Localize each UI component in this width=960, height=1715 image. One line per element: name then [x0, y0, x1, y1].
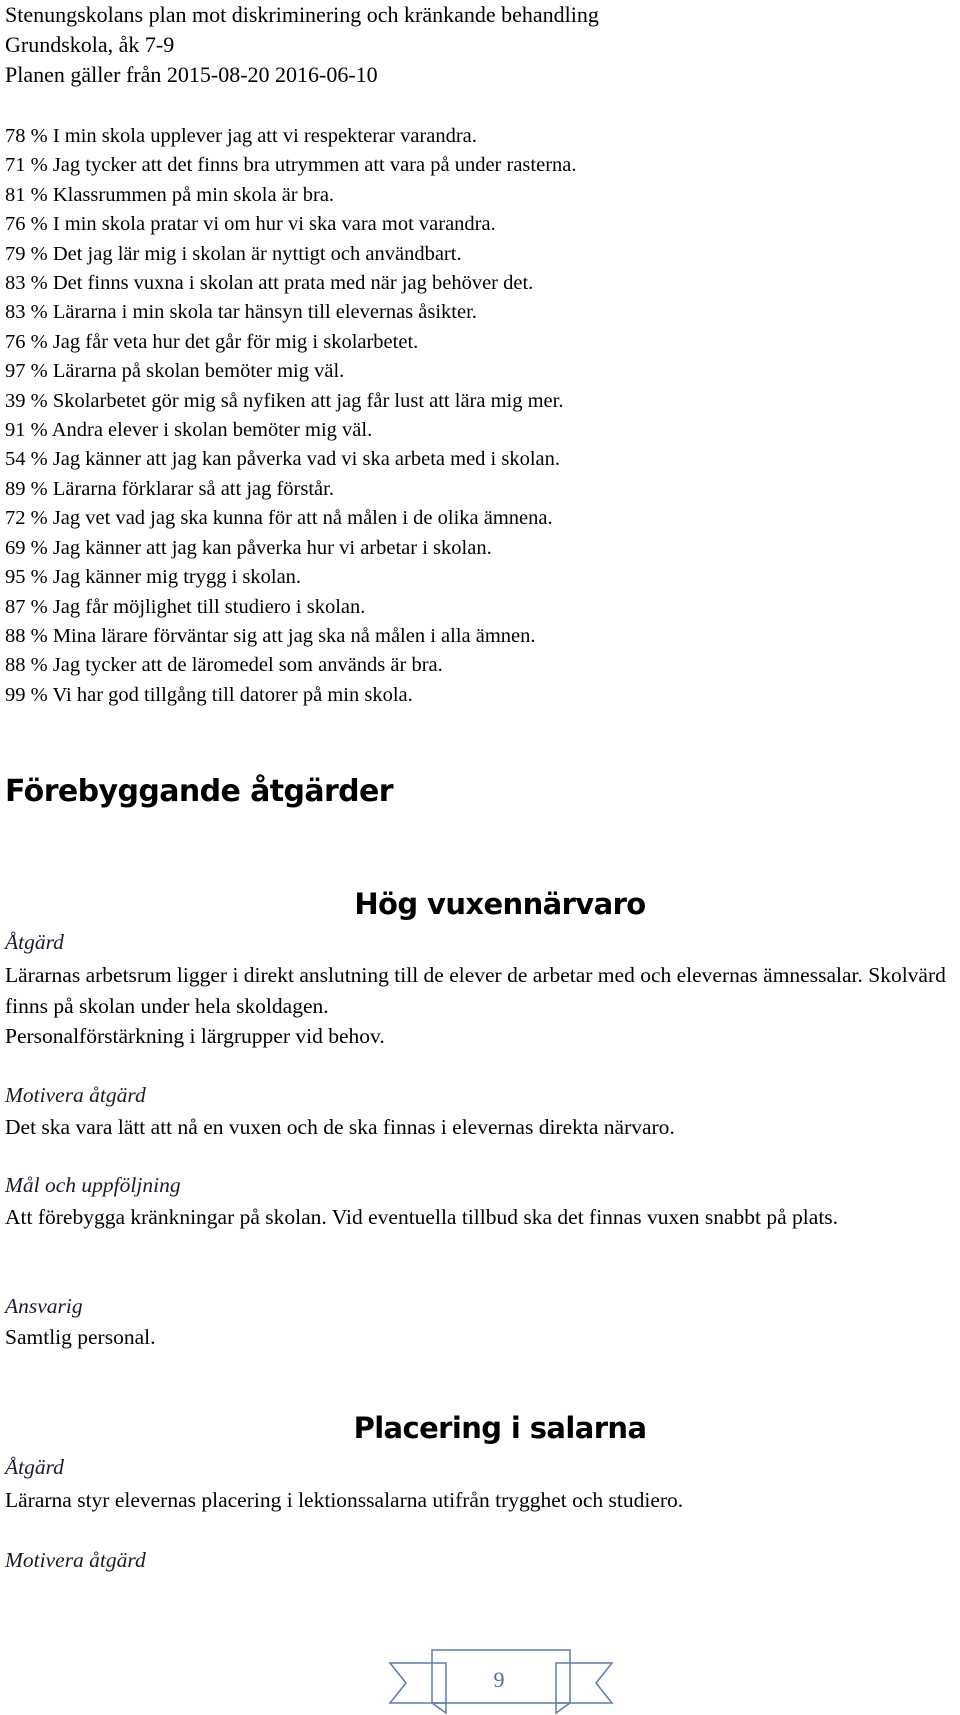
list-item: 69 % Jag känner att jag kan påverka hur vi arbetar i skolan.: [5, 536, 492, 559]
list-item: 95 % Jag känner mig trygg i skolan.: [5, 566, 302, 589]
list-item: 97 % Lärarna på skolan bemöter mig väl.: [5, 360, 345, 383]
responsible-text: Samtlig personal.: [5, 1325, 156, 1349]
header-subtitle: Grundskola, åk 7-9: [5, 32, 175, 57]
list-item: 76 % Jag får veta hur det går för mig i skolarbetet.: [5, 330, 419, 353]
main-heading: Förebyggande åtgärder: [5, 774, 393, 809]
label-action: Åtgärd: [5, 930, 64, 954]
list-item: 79 % Det jag lär mig i skolan är nyttigt och användbart.: [5, 242, 462, 265]
header-title: Stenungskolans plan mot diskriminering och kränkande behandling: [5, 2, 599, 27]
list-item: 54 % Jag känner att jag kan påverka vad vi ska arbeta med i skolan.: [5, 448, 561, 471]
list-item: 81 % Klassrummen på min skola är bra.: [5, 183, 335, 206]
label-responsible: Ansvarig: [5, 1294, 83, 1318]
list-item: 87 % Jag får möjlighet till studiero i skolan.: [5, 595, 366, 618]
list-item: 78 % I min skola upplever jag att vi respekterar varandra.: [5, 125, 477, 147]
section-title-classroom-seating: Placering i salarna: [353, 1411, 647, 1445]
label-motivate: Motivera åtgärd: [5, 1083, 146, 1107]
action-text: Lärarna styr elevernas placering i lektionssalarna utifrån trygghet och studiero.: [5, 1488, 684, 1512]
label-action: Åtgärd: [5, 1455, 64, 1479]
list-item: 83 % Det finns vuxna i skolan att prata med när jag behöver det.: [5, 272, 534, 295]
header-validity: Planen gäller från 2015-08-20 2016-06-10: [5, 62, 378, 87]
action-text-extra: Personalförstärkning i lärgrupper vid behov.: [5, 1024, 385, 1048]
list-item: 83 % Lärarna i min skola tar hänsyn till elevernas åsikter.: [5, 301, 477, 324]
list-item: 76 % I min skola pratar vi om hur vi ska vara mot varandra.: [5, 213, 496, 236]
label-goal: Mål och uppföljning: [5, 1173, 181, 1197]
motivate-text: Det ska vara lätt att nå en vuxen och de ska finnas i elevernas direkta närvaro.: [5, 1115, 675, 1139]
survey-results-list: [5, 122, 577, 710]
list-item: 88 % Jag tycker att de läromedel som används är bra.: [5, 654, 443, 677]
goal-text: Att förebygga kränkningar på skolan. Vid eventuella tillbud ska det finnas vuxen snabbt på plats.: [5, 1205, 839, 1229]
action-text: Lärarnas arbetsrum ligger i direkt anslutning till de elever de arbetar med och elevernas ämnessalar. Skolvärd finns på skolan under hela skoldagen.: [5, 963, 946, 1018]
list-item: 39 % Skolarbetet gör mig så nyfiken att jag får lust att lära mig mer.: [5, 389, 564, 412]
page-number: 9: [493, 1667, 505, 1692]
list-item: 91 % Andra elever i skolan bemöter mig väl.: [5, 419, 373, 442]
list-item: 71 % Jag tycker att det finns bra utrymmen att vara på under rasterna.: [5, 154, 577, 177]
list-item: 88 % Mina lärare förväntar sig att jag ska nå målen i alla ämnen.: [5, 624, 536, 647]
label-motivate: Motivera åtgärd: [5, 1548, 146, 1572]
list-item: 99 % Vi har god tillgång till datorer på min skola.: [5, 683, 413, 706]
list-item: 89 % Lärarna förklarar så att jag förstår.: [5, 477, 334, 500]
section-title-adult-presence: Hög vuxennärvaro: [354, 887, 646, 921]
list-item: 72 % Jag vet vad jag ska kunna för att nå målen i de olika ämnena.: [5, 507, 553, 530]
document-header: [5, 0, 599, 90]
